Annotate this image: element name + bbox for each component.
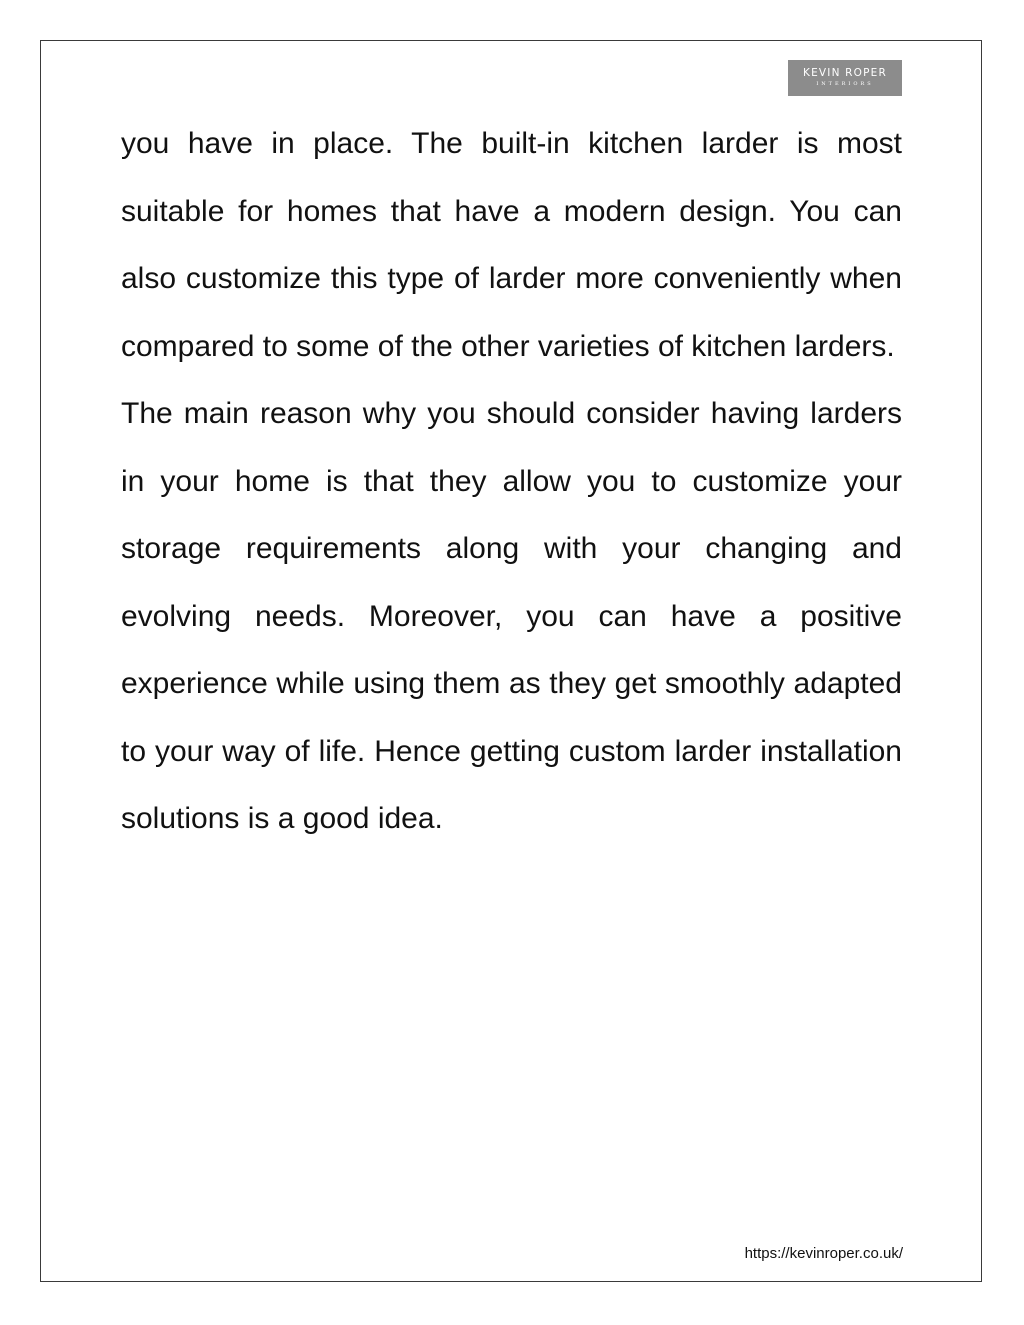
paragraph-1: you have in place. The built-in kitchen larder is most suitable for homes that have a modern design. You can also customize this type of larder more conveniently when compared to some of the other varieties of kitchen larders. xyxy=(121,127,902,363)
logo-tagline: INTERIORS xyxy=(816,81,874,87)
logo-wordmark: KEVIN ROPER xyxy=(802,67,887,79)
paragraph-2: The main reason why you should consider having larders in your home is that they allow you to customize your storage requirements along with your changing and evolving needs. Moreover, you can have a positive experience while using them as they get smoothly adapted to your way of life. Hence getting custom larder installation solutions is a good idea. xyxy=(121,397,902,835)
company-logo xyxy=(788,60,902,96)
body-text xyxy=(121,110,902,853)
footer-url: https://kevinroper.co.uk/ xyxy=(744,1245,903,1262)
